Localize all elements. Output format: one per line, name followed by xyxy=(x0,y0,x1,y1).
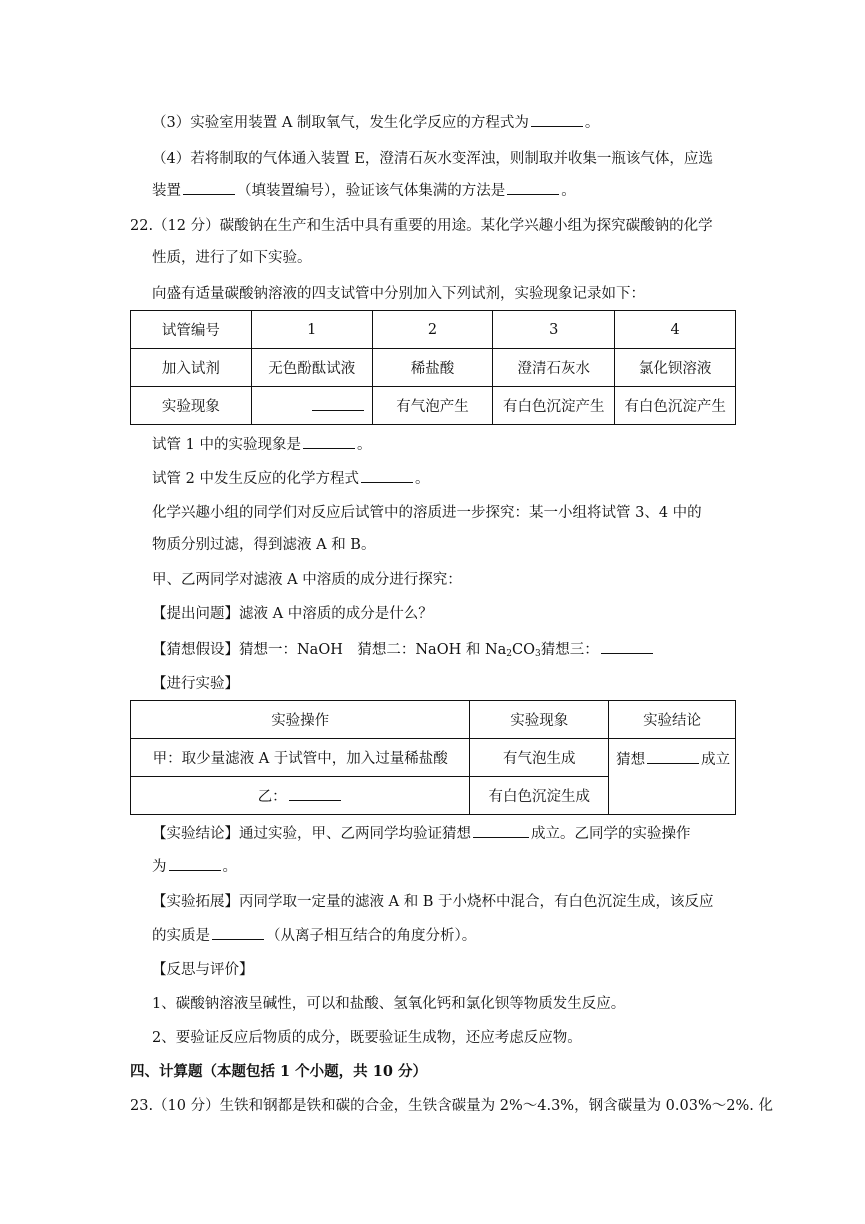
q22-table-intro: 向盛有适量碳酸钠溶液的四支试管中分别加入下列试剂，实验现象记录如下： xyxy=(152,286,645,302)
answer-blank[interactable] xyxy=(531,112,583,127)
table-row xyxy=(131,701,736,739)
answer-blank[interactable] xyxy=(507,180,559,195)
q21-part4-line2: 装置 （填装置编号），验证该气体集满的方法是 。 xyxy=(152,180,576,201)
table-cell: 试管编号 xyxy=(131,311,252,349)
answer-blank[interactable] xyxy=(289,786,341,801)
explore-line2: 物质分别过滤，得到滤液 A 和 B。 xyxy=(152,537,376,553)
conclusion-cell: 猜想 成立 xyxy=(609,739,736,815)
reflect-item-1: 1、碳酸钠溶液呈碱性，可以和盐酸、氢氧化钙和氯化钡等物质发生反应。 xyxy=(152,996,626,1012)
answer-blank[interactable] xyxy=(169,856,221,871)
question-line: 【提出问题】滤液 A 中溶质的成分是什么？ xyxy=(152,606,433,622)
table-cell: 有气泡生成 xyxy=(470,739,609,777)
table-cell: 1 xyxy=(251,311,372,349)
table-cell: 有白色沉淀产生 xyxy=(493,387,615,425)
table-cell: 实验现象 xyxy=(131,387,252,425)
explore-line1: 化学兴趣小组的同学们对反应后试管中的溶质进一步探究：某一小组将试管 3、4 中的 xyxy=(152,505,702,521)
table-cell: 有白色沉淀产生 xyxy=(615,387,736,425)
table-cell: 甲：取少量滤液 A 于试管中，加入过量稀盐酸 xyxy=(131,739,470,777)
explore-line3: 甲、乙两同学对滤液 A 中溶质的成分进行探究： xyxy=(152,572,462,588)
table-cell: 澄清石灰水 xyxy=(493,349,615,387)
q21-part4-line1: （4）若将制取的气体通入装置 E，澄清石灰水变浑浊，则制取并收集一瓶该气体，应选 xyxy=(152,151,713,167)
answer-blank[interactable] xyxy=(312,396,364,411)
table-cell: 无色酚酞试液 xyxy=(251,349,372,387)
result-line1: 【实验结论】通过实验，甲、乙两同学均验证猜想 成立。乙同学的实验操作 xyxy=(152,823,691,844)
table-cell: 实验结论 xyxy=(609,701,736,739)
table-cell: 有白色沉淀生成 xyxy=(470,777,609,815)
table-row xyxy=(131,387,736,425)
table-cell: 稀盐酸 xyxy=(372,349,493,387)
experiment-label: 【进行实验】 xyxy=(152,676,239,692)
experiment-table xyxy=(130,700,736,815)
hypothesis-line: 【猜想假设】猜想一：NaOH 猜想二：NaOH 和 $Na_2CO_3$猜想三： xyxy=(152,639,655,664)
table-row xyxy=(131,311,736,349)
answer-blank[interactable] xyxy=(361,468,413,483)
table-row xyxy=(131,739,736,777)
result-line2: 为 。 xyxy=(152,856,237,877)
answer-blank[interactable] xyxy=(601,639,653,654)
extend-line2: 的实质是 （从离子相互结合的角度分析）。 xyxy=(152,925,476,946)
q23-line1: 23.（10 分）生铁和钢都是铁和碳的合金，生铁含碳量为 2%～4.3%，钢含碳量为 0.03%～2%. 化 xyxy=(130,1098,773,1114)
reflect-label: 【反思与评价】 xyxy=(152,962,254,978)
answer-blank[interactable] xyxy=(212,925,264,940)
section-title: 四、计算题（本题包括 1 个小题，共 10 分） xyxy=(130,1063,427,1080)
table-cell: 加入试剂 xyxy=(131,349,252,387)
tube2-line: 试管 2 中发生反应的化学方程式 。 xyxy=(152,468,429,489)
answer-blank[interactable] xyxy=(647,749,699,764)
reflect-item-2: 2、要验证反应后物质的成分，既要验证生成物，还应考虑反应物。 xyxy=(152,1030,582,1046)
answer-blank[interactable] xyxy=(183,180,235,195)
table-cell: 4 xyxy=(615,311,736,349)
test-tube-table xyxy=(130,310,736,425)
table-cell: 乙： xyxy=(131,777,470,815)
answer-blank[interactable] xyxy=(473,823,529,838)
table-cell: 3 xyxy=(493,311,615,349)
table-cell: 有气泡产生 xyxy=(372,387,493,425)
tube1-line: 试管 1 中的实验现象是 。 xyxy=(152,434,371,455)
table-cell: 实验现象 xyxy=(470,701,609,739)
answer-blank[interactable] xyxy=(303,434,355,449)
table-cell: 氯化钡溶液 xyxy=(615,349,736,387)
q22-intro-line2: 性质，进行了如下实验。 xyxy=(152,250,312,266)
extend-line1: 【实验拓展】丙同学取一定量的滤液 A 和 B 于小烧杯中混合，有白色沉淀生成，该反应 xyxy=(152,894,714,910)
table-cell xyxy=(251,387,372,425)
table-row xyxy=(131,349,736,387)
q21-part3: （3）实验室用装置 A 制取氧气，发生化学反应的方程式为 。 xyxy=(152,112,599,133)
table-cell: 实验操作 xyxy=(131,701,470,739)
q22-intro-line1: 22.（12 分）碳酸钠在生产和生活中具有重要的用途。某化学兴趣小组为探究碳酸钠的化学 xyxy=(130,218,713,234)
table-cell: 2 xyxy=(372,311,493,349)
